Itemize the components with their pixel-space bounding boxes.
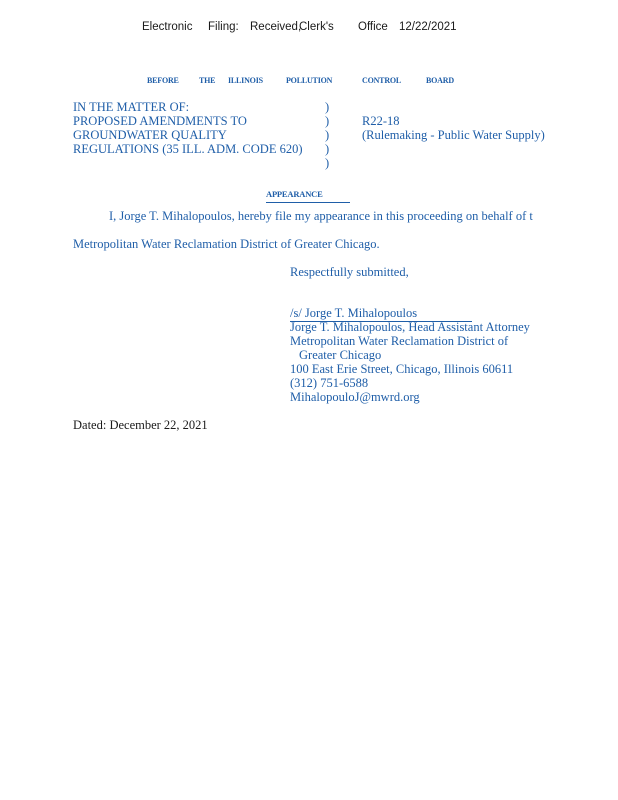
board-control: CONTROL xyxy=(362,76,402,85)
caption-paren: ) xyxy=(325,156,330,170)
caption-paren: ) xyxy=(325,114,330,128)
body-line-1: I, Jorge T. Mihalopoulos, hereby file my appearance in this proceeding on behalf of t xyxy=(109,209,533,223)
rulemaking-type: (Rulemaking - Public Water Supply) xyxy=(362,128,545,142)
address: 100 East Erie Street, Chicago, Illinois 60611 xyxy=(290,362,514,376)
closing: Respectfully submitted, xyxy=(290,265,409,279)
board-before: BEFORE xyxy=(147,76,179,85)
appearance-title: APPEARANCE xyxy=(266,189,323,199)
appearance-title-wrap xyxy=(266,184,350,203)
caption-line: REGULATIONS (35 ILL. ADM. CODE 620) xyxy=(73,142,303,156)
header-clerks: Clerk's xyxy=(299,21,334,33)
board-illinois: ILLINOIS xyxy=(228,76,263,85)
attorney-name-title: Jorge T. Mihalopoulos, Head Assistant Attorney xyxy=(290,320,530,334)
board-the: THE xyxy=(199,76,216,85)
board-board: BOARD xyxy=(426,76,454,85)
caption-line: GROUNDWATER QUALITY xyxy=(73,128,227,142)
header-received: Received, xyxy=(250,21,302,33)
caption-line: PROPOSED AMENDMENTS TO xyxy=(73,114,247,128)
header-office: Office xyxy=(358,21,388,33)
caption-paren: ) xyxy=(325,142,330,156)
caption-paren: ) xyxy=(325,100,330,114)
caption-paren: ) xyxy=(325,128,330,142)
dated-line: Dated: December 22, 2021 xyxy=(73,418,208,432)
organization-line-1: Metropolitan Water Reclamation District of xyxy=(290,334,509,348)
docket-number: R22-18 xyxy=(362,114,400,128)
header-filing: Filing: xyxy=(208,21,239,33)
header-date: 12/22/2021 xyxy=(399,21,457,33)
body-line-2: Metropolitan Water Reclamation District of Greater Chicago. xyxy=(73,237,380,251)
board-pollution: POLLUTION xyxy=(286,76,333,85)
organization-line-2: Greater Chicago xyxy=(299,348,382,362)
caption-line: IN THE MATTER OF: xyxy=(73,100,190,114)
header-electronic: Electronic xyxy=(142,21,193,33)
email: MihalopouloJ@mwrd.org xyxy=(290,390,420,404)
phone: (312) 751-6588 xyxy=(290,376,369,390)
signature-line: /s/ Jorge T. Mihalopoulos xyxy=(290,306,472,322)
